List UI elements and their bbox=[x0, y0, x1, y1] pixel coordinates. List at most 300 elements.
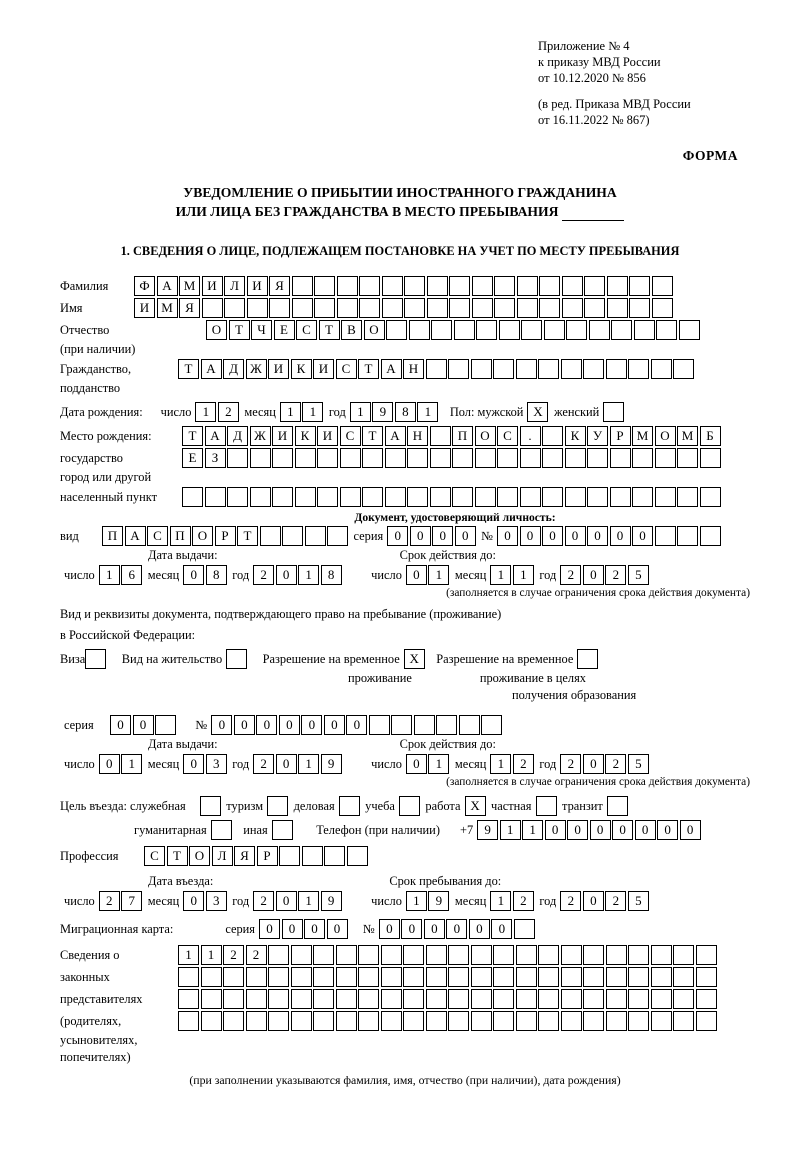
form-cell[interactable] bbox=[516, 945, 537, 965]
permit-valid-month-input[interactable] bbox=[490, 754, 535, 774]
form-cell[interactable]: 1 bbox=[298, 565, 319, 585]
form-cell[interactable]: 0 bbox=[276, 565, 297, 585]
form-cell[interactable] bbox=[227, 448, 248, 468]
form-cell[interactable] bbox=[223, 967, 244, 987]
form-cell[interactable] bbox=[538, 989, 559, 1009]
form-cell[interactable] bbox=[454, 320, 475, 340]
form-cell[interactable] bbox=[340, 448, 361, 468]
stay-year-input[interactable] bbox=[560, 891, 650, 911]
form-cell[interactable] bbox=[700, 526, 721, 546]
birth-year-input[interactable] bbox=[350, 402, 440, 422]
form-cell[interactable] bbox=[539, 276, 560, 296]
form-cell[interactable] bbox=[403, 1011, 424, 1031]
form-cell[interactable] bbox=[475, 448, 496, 468]
form-cell[interactable]: Т bbox=[237, 526, 258, 546]
form-cell[interactable]: 0 bbox=[401, 919, 422, 939]
form-cell[interactable] bbox=[471, 945, 492, 965]
form-cell[interactable] bbox=[448, 967, 469, 987]
form-cell[interactable] bbox=[250, 487, 271, 507]
form-cell[interactable] bbox=[561, 967, 582, 987]
form-cell[interactable]: 0 bbox=[610, 526, 631, 546]
form-cell[interactable] bbox=[673, 945, 694, 965]
form-cell[interactable]: 0 bbox=[583, 754, 604, 774]
form-cell[interactable] bbox=[340, 487, 361, 507]
form-cell[interactable] bbox=[516, 967, 537, 987]
form-cell[interactable]: 0 bbox=[279, 715, 300, 735]
permit-number-input[interactable] bbox=[211, 715, 369, 735]
form-cell[interactable]: 2 bbox=[253, 754, 274, 774]
form-cell[interactable]: 1 bbox=[298, 891, 319, 911]
form-cell[interactable]: С bbox=[340, 426, 361, 446]
form-cell[interactable] bbox=[427, 298, 448, 318]
form-cell[interactable] bbox=[651, 1011, 672, 1031]
form-cell[interactable] bbox=[562, 276, 583, 296]
birthplace-input-row-3[interactable] bbox=[182, 487, 722, 507]
form-cell[interactable]: 1 bbox=[406, 891, 427, 911]
form-cell[interactable] bbox=[520, 448, 541, 468]
form-cell[interactable] bbox=[516, 989, 537, 1009]
form-cell[interactable] bbox=[628, 945, 649, 965]
form-cell[interactable] bbox=[628, 359, 649, 379]
form-cell[interactable]: 0 bbox=[406, 754, 427, 774]
form-cell[interactable] bbox=[583, 989, 604, 1009]
form-cell[interactable] bbox=[583, 1011, 604, 1031]
form-cell[interactable]: 2 bbox=[218, 402, 239, 422]
form-cell[interactable] bbox=[520, 487, 541, 507]
form-cell[interactable]: М bbox=[179, 276, 200, 296]
form-cell[interactable] bbox=[358, 989, 379, 1009]
form-cell[interactable] bbox=[268, 1011, 289, 1031]
form-cell[interactable] bbox=[449, 298, 470, 318]
form-cell[interactable]: О bbox=[189, 846, 210, 866]
doc-issue-day-input[interactable] bbox=[99, 565, 144, 585]
form-cell[interactable]: 5 bbox=[628, 891, 649, 911]
form-cell[interactable] bbox=[385, 448, 406, 468]
form-cell[interactable] bbox=[409, 320, 430, 340]
form-cell[interactable] bbox=[607, 298, 628, 318]
form-cell[interactable] bbox=[302, 846, 323, 866]
purpose-other-checkbox[interactable] bbox=[272, 820, 293, 840]
form-cell[interactable] bbox=[471, 989, 492, 1009]
form-cell[interactable] bbox=[246, 989, 267, 1009]
form-cell[interactable]: 0 bbox=[346, 715, 367, 735]
form-cell[interactable] bbox=[607, 276, 628, 296]
form-cell[interactable] bbox=[381, 989, 402, 1009]
form-cell[interactable] bbox=[471, 967, 492, 987]
form-cell[interactable] bbox=[516, 1011, 537, 1031]
edu-residence-checkbox[interactable] bbox=[577, 649, 598, 669]
form-cell[interactable]: 0 bbox=[183, 565, 204, 585]
form-cell[interactable] bbox=[282, 526, 303, 546]
form-cell[interactable] bbox=[205, 487, 226, 507]
form-cell[interactable] bbox=[314, 276, 335, 296]
form-cell[interactable] bbox=[369, 715, 390, 735]
form-cell[interactable]: 1 bbox=[178, 945, 199, 965]
form-cell[interactable] bbox=[606, 359, 627, 379]
form-cell[interactable]: 1 bbox=[428, 565, 449, 585]
form-cell[interactable]: 9 bbox=[477, 820, 498, 840]
form-cell[interactable] bbox=[656, 320, 677, 340]
form-cell[interactable]: 1 bbox=[428, 754, 449, 774]
visa-checkbox[interactable] bbox=[85, 649, 106, 669]
form-cell[interactable]: 0 bbox=[545, 820, 566, 840]
form-cell[interactable] bbox=[337, 276, 358, 296]
form-cell[interactable] bbox=[407, 487, 428, 507]
form-cell[interactable]: 0 bbox=[542, 526, 563, 546]
form-cell[interactable] bbox=[628, 1011, 649, 1031]
form-cell[interactable] bbox=[336, 989, 357, 1009]
form-cell[interactable] bbox=[224, 298, 245, 318]
permit-issue-day-input[interactable] bbox=[99, 754, 144, 774]
form-cell[interactable] bbox=[589, 320, 610, 340]
form-cell[interactable] bbox=[472, 298, 493, 318]
form-cell[interactable]: 0 bbox=[406, 565, 427, 585]
form-cell[interactable]: 8 bbox=[206, 565, 227, 585]
form-cell[interactable]: 0 bbox=[497, 526, 518, 546]
form-cell[interactable] bbox=[223, 1011, 244, 1031]
form-cell[interactable] bbox=[313, 1011, 334, 1031]
form-cell[interactable] bbox=[696, 967, 717, 987]
form-cell[interactable] bbox=[655, 448, 676, 468]
form-cell[interactable] bbox=[655, 526, 676, 546]
form-cell[interactable] bbox=[673, 967, 694, 987]
form-cell[interactable]: Д bbox=[227, 426, 248, 446]
form-cell[interactable]: С bbox=[336, 359, 357, 379]
form-cell[interactable] bbox=[404, 276, 425, 296]
residence-permit-checkbox[interactable] bbox=[226, 649, 247, 669]
form-cell[interactable] bbox=[606, 989, 627, 1009]
form-cell[interactable] bbox=[538, 1011, 559, 1031]
form-cell[interactable]: 2 bbox=[253, 565, 274, 585]
form-cell[interactable] bbox=[673, 359, 694, 379]
form-cell[interactable]: П bbox=[170, 526, 191, 546]
form-cell[interactable] bbox=[517, 276, 538, 296]
form-cell[interactable] bbox=[651, 989, 672, 1009]
form-cell[interactable]: 0 bbox=[680, 820, 701, 840]
form-cell[interactable]: 0 bbox=[590, 820, 611, 840]
form-cell[interactable] bbox=[201, 989, 222, 1009]
form-cell[interactable]: О bbox=[192, 526, 213, 546]
form-cell[interactable]: Б bbox=[700, 426, 721, 446]
form-cell[interactable] bbox=[565, 448, 586, 468]
form-cell[interactable] bbox=[584, 276, 605, 296]
form-cell[interactable]: О bbox=[364, 320, 385, 340]
form-cell[interactable] bbox=[403, 945, 424, 965]
form-cell[interactable] bbox=[493, 967, 514, 987]
form-cell[interactable] bbox=[587, 487, 608, 507]
form-cell[interactable] bbox=[632, 487, 653, 507]
form-cell[interactable] bbox=[291, 1011, 312, 1031]
form-cell[interactable]: 1 bbox=[417, 402, 438, 422]
form-cell[interactable] bbox=[677, 448, 698, 468]
form-cell[interactable]: 1 bbox=[490, 891, 511, 911]
form-cell[interactable] bbox=[305, 526, 326, 546]
form-cell[interactable] bbox=[382, 298, 403, 318]
form-cell[interactable]: И bbox=[313, 359, 334, 379]
form-cell[interactable] bbox=[542, 487, 563, 507]
form-cell[interactable]: И bbox=[134, 298, 155, 318]
form-cell[interactable] bbox=[155, 715, 176, 735]
form-cell[interactable]: И bbox=[272, 426, 293, 446]
form-cell[interactable]: 0 bbox=[387, 526, 408, 546]
form-cell[interactable]: 2 bbox=[560, 891, 581, 911]
form-cell[interactable]: С bbox=[147, 526, 168, 546]
form-cell[interactable] bbox=[272, 487, 293, 507]
birthplace-input-row-1[interactable] bbox=[182, 426, 722, 446]
form-cell[interactable]: 0 bbox=[183, 891, 204, 911]
permit-issue-month-input[interactable] bbox=[183, 754, 228, 774]
form-cell[interactable] bbox=[448, 359, 469, 379]
form-cell[interactable]: 3 bbox=[206, 754, 227, 774]
form-cell[interactable] bbox=[494, 276, 515, 296]
form-cell[interactable] bbox=[652, 276, 673, 296]
doc-issue-year-input[interactable] bbox=[253, 565, 343, 585]
form-cell[interactable]: Я bbox=[234, 846, 255, 866]
birth-day-input[interactable] bbox=[195, 402, 240, 422]
form-cell[interactable] bbox=[471, 1011, 492, 1031]
form-cell[interactable]: 9 bbox=[321, 754, 342, 774]
form-cell[interactable] bbox=[655, 487, 676, 507]
form-cell[interactable] bbox=[268, 989, 289, 1009]
form-cell[interactable] bbox=[673, 989, 694, 1009]
form-cell[interactable] bbox=[359, 298, 380, 318]
form-cell[interactable]: 0 bbox=[446, 919, 467, 939]
form-cell[interactable]: А bbox=[385, 426, 406, 446]
form-cell[interactable] bbox=[313, 945, 334, 965]
form-cell[interactable] bbox=[292, 298, 313, 318]
form-cell[interactable] bbox=[628, 967, 649, 987]
form-cell[interactable] bbox=[178, 989, 199, 1009]
form-cell[interactable] bbox=[651, 945, 672, 965]
form-cell[interactable] bbox=[336, 967, 357, 987]
form-cell[interactable] bbox=[291, 989, 312, 1009]
form-cell[interactable]: Ф bbox=[134, 276, 155, 296]
form-cell[interactable]: У bbox=[587, 426, 608, 446]
form-cell[interactable]: В bbox=[341, 320, 362, 340]
form-cell[interactable]: 0 bbox=[469, 919, 490, 939]
sex-male-checkbox[interactable]: X bbox=[527, 402, 548, 422]
form-cell[interactable]: 1 bbox=[490, 565, 511, 585]
citizenship-input[interactable] bbox=[178, 359, 696, 379]
form-cell[interactable]: 0 bbox=[327, 919, 348, 939]
permit-issue-year-input[interactable] bbox=[253, 754, 343, 774]
form-cell[interactable]: Р bbox=[215, 526, 236, 546]
form-cell[interactable]: О bbox=[655, 426, 676, 446]
form-cell[interactable]: Р bbox=[610, 426, 631, 446]
form-cell[interactable] bbox=[634, 320, 655, 340]
form-cell[interactable]: 0 bbox=[587, 526, 608, 546]
form-cell[interactable] bbox=[651, 967, 672, 987]
form-cell[interactable] bbox=[426, 1011, 447, 1031]
form-cell[interactable]: И bbox=[202, 276, 223, 296]
form-cell[interactable]: 0 bbox=[276, 754, 297, 774]
entry-month-input[interactable] bbox=[183, 891, 228, 911]
form-cell[interactable]: 0 bbox=[99, 754, 120, 774]
patronymic-input[interactable] bbox=[206, 320, 701, 340]
form-cell[interactable]: 2 bbox=[253, 891, 274, 911]
form-cell[interactable] bbox=[336, 1011, 357, 1031]
doc-valid-day-input[interactable] bbox=[406, 565, 451, 585]
form-cell[interactable]: А bbox=[201, 359, 222, 379]
legal-rep-input-row-3[interactable] bbox=[178, 989, 718, 1009]
form-cell[interactable] bbox=[673, 1011, 694, 1031]
form-cell[interactable] bbox=[476, 320, 497, 340]
form-cell[interactable] bbox=[178, 967, 199, 987]
form-cell[interactable]: Л bbox=[224, 276, 245, 296]
form-cell[interactable] bbox=[313, 967, 334, 987]
form-cell[interactable] bbox=[268, 967, 289, 987]
form-cell[interactable]: 0 bbox=[491, 919, 512, 939]
form-cell[interactable] bbox=[358, 1011, 379, 1031]
form-cell[interactable]: Т bbox=[178, 359, 199, 379]
form-cell[interactable] bbox=[544, 320, 565, 340]
form-cell[interactable]: 5 bbox=[628, 754, 649, 774]
migration-series-input[interactable] bbox=[259, 919, 349, 939]
form-cell[interactable] bbox=[223, 989, 244, 1009]
form-cell[interactable] bbox=[606, 967, 627, 987]
form-cell[interactable] bbox=[542, 426, 563, 446]
form-cell[interactable] bbox=[295, 448, 316, 468]
form-cell[interactable]: 0 bbox=[282, 919, 303, 939]
purpose-private-checkbox[interactable] bbox=[536, 796, 557, 816]
form-cell[interactable]: 1 bbox=[121, 754, 142, 774]
surname-input[interactable] bbox=[134, 276, 674, 296]
form-cell[interactable]: 2 bbox=[560, 754, 581, 774]
form-cell[interactable] bbox=[448, 989, 469, 1009]
purpose-tourism-checkbox[interactable] bbox=[267, 796, 288, 816]
doc-valid-month-input[interactable] bbox=[490, 565, 535, 585]
form-cell[interactable] bbox=[700, 448, 721, 468]
form-cell[interactable] bbox=[178, 1011, 199, 1031]
form-cell[interactable] bbox=[561, 989, 582, 1009]
form-cell[interactable] bbox=[381, 967, 402, 987]
permit-series-input[interactable] bbox=[110, 715, 178, 735]
form-cell[interactable] bbox=[542, 448, 563, 468]
form-cell[interactable]: П bbox=[102, 526, 123, 546]
form-cell[interactable]: 0 bbox=[259, 919, 280, 939]
form-cell[interactable]: 1 bbox=[280, 402, 301, 422]
form-cell[interactable] bbox=[493, 359, 514, 379]
form-cell[interactable] bbox=[696, 989, 717, 1009]
form-cell[interactable] bbox=[565, 487, 586, 507]
form-cell[interactable] bbox=[677, 487, 698, 507]
form-cell[interactable] bbox=[247, 298, 268, 318]
doc-series-input[interactable] bbox=[387, 526, 477, 546]
form-cell[interactable] bbox=[227, 487, 248, 507]
form-cell[interactable]: 0 bbox=[256, 715, 277, 735]
form-cell[interactable]: 0 bbox=[583, 565, 604, 585]
form-cell[interactable]: Я bbox=[179, 298, 200, 318]
form-cell[interactable]: О bbox=[475, 426, 496, 446]
form-cell[interactable] bbox=[448, 945, 469, 965]
form-cell[interactable] bbox=[610, 487, 631, 507]
form-cell[interactable] bbox=[497, 448, 518, 468]
form-cell[interactable] bbox=[202, 298, 223, 318]
doc-number-input[interactable] bbox=[497, 526, 722, 546]
form-cell[interactable]: 6 bbox=[121, 565, 142, 585]
form-cell[interactable]: К bbox=[565, 426, 586, 446]
form-cell[interactable] bbox=[566, 320, 587, 340]
form-cell[interactable]: 0 bbox=[110, 715, 131, 735]
form-cell[interactable]: 2 bbox=[560, 565, 581, 585]
form-cell[interactable] bbox=[472, 276, 493, 296]
form-cell[interactable]: Т bbox=[319, 320, 340, 340]
form-cell[interactable]: Т bbox=[167, 846, 188, 866]
form-cell[interactable] bbox=[386, 320, 407, 340]
temp-residence-checkbox[interactable]: X bbox=[404, 649, 425, 669]
migration-number-input[interactable] bbox=[379, 919, 537, 939]
form-cell[interactable] bbox=[431, 320, 452, 340]
form-cell[interactable]: 0 bbox=[612, 820, 633, 840]
form-cell[interactable] bbox=[628, 989, 649, 1009]
form-cell[interactable] bbox=[475, 487, 496, 507]
form-cell[interactable] bbox=[260, 526, 281, 546]
form-cell[interactable] bbox=[606, 1011, 627, 1031]
form-cell[interactable]: О bbox=[206, 320, 227, 340]
form-cell[interactable]: А bbox=[157, 276, 178, 296]
form-cell[interactable] bbox=[295, 487, 316, 507]
form-cell[interactable] bbox=[250, 448, 271, 468]
form-cell[interactable] bbox=[362, 448, 383, 468]
form-cell[interactable]: П bbox=[452, 426, 473, 446]
phone-input[interactable] bbox=[477, 820, 702, 840]
permit-number-tail[interactable] bbox=[369, 715, 504, 735]
form-cell[interactable]: Н bbox=[407, 426, 428, 446]
permit-valid-day-input[interactable] bbox=[406, 754, 451, 774]
form-cell[interactable] bbox=[362, 487, 383, 507]
form-cell[interactable] bbox=[629, 298, 650, 318]
form-cell[interactable] bbox=[246, 1011, 267, 1031]
form-cell[interactable] bbox=[403, 967, 424, 987]
form-cell[interactable]: 0 bbox=[304, 919, 325, 939]
form-cell[interactable]: 9 bbox=[428, 891, 449, 911]
form-cell[interactable]: Т bbox=[362, 426, 383, 446]
form-cell[interactable] bbox=[324, 846, 345, 866]
stay-day-input[interactable] bbox=[406, 891, 451, 911]
permit-valid-year-input[interactable] bbox=[560, 754, 650, 774]
form-cell[interactable] bbox=[584, 298, 605, 318]
form-cell[interactable]: 1 bbox=[500, 820, 521, 840]
form-cell[interactable] bbox=[561, 1011, 582, 1031]
form-cell[interactable]: 1 bbox=[350, 402, 371, 422]
form-cell[interactable]: 0 bbox=[234, 715, 255, 735]
form-cell[interactable]: 0 bbox=[301, 715, 322, 735]
profession-input[interactable] bbox=[144, 846, 369, 866]
form-cell[interactable]: Ч bbox=[251, 320, 272, 340]
legal-rep-input-row-2[interactable] bbox=[178, 967, 718, 987]
form-cell[interactable] bbox=[471, 359, 492, 379]
form-cell[interactable]: Д bbox=[223, 359, 244, 379]
doc-issue-month-input[interactable] bbox=[183, 565, 228, 585]
form-cell[interactable]: Т bbox=[182, 426, 203, 446]
birthplace-input-row-2[interactable] bbox=[182, 448, 722, 468]
form-cell[interactable] bbox=[385, 487, 406, 507]
sex-female-checkbox[interactable] bbox=[603, 402, 624, 422]
form-cell[interactable] bbox=[677, 526, 698, 546]
form-cell[interactable]: 2 bbox=[99, 891, 120, 911]
entry-year-input[interactable] bbox=[253, 891, 343, 911]
form-cell[interactable]: 1 bbox=[298, 754, 319, 774]
form-cell[interactable]: Ж bbox=[250, 426, 271, 446]
form-cell[interactable] bbox=[382, 276, 403, 296]
form-cell[interactable]: Е bbox=[182, 448, 203, 468]
form-cell[interactable] bbox=[272, 448, 293, 468]
form-cell[interactable]: С bbox=[296, 320, 317, 340]
form-cell[interactable] bbox=[246, 967, 267, 987]
form-cell[interactable]: 0 bbox=[635, 820, 656, 840]
form-cell[interactable]: 0 bbox=[565, 526, 586, 546]
form-cell[interactable] bbox=[391, 715, 412, 735]
